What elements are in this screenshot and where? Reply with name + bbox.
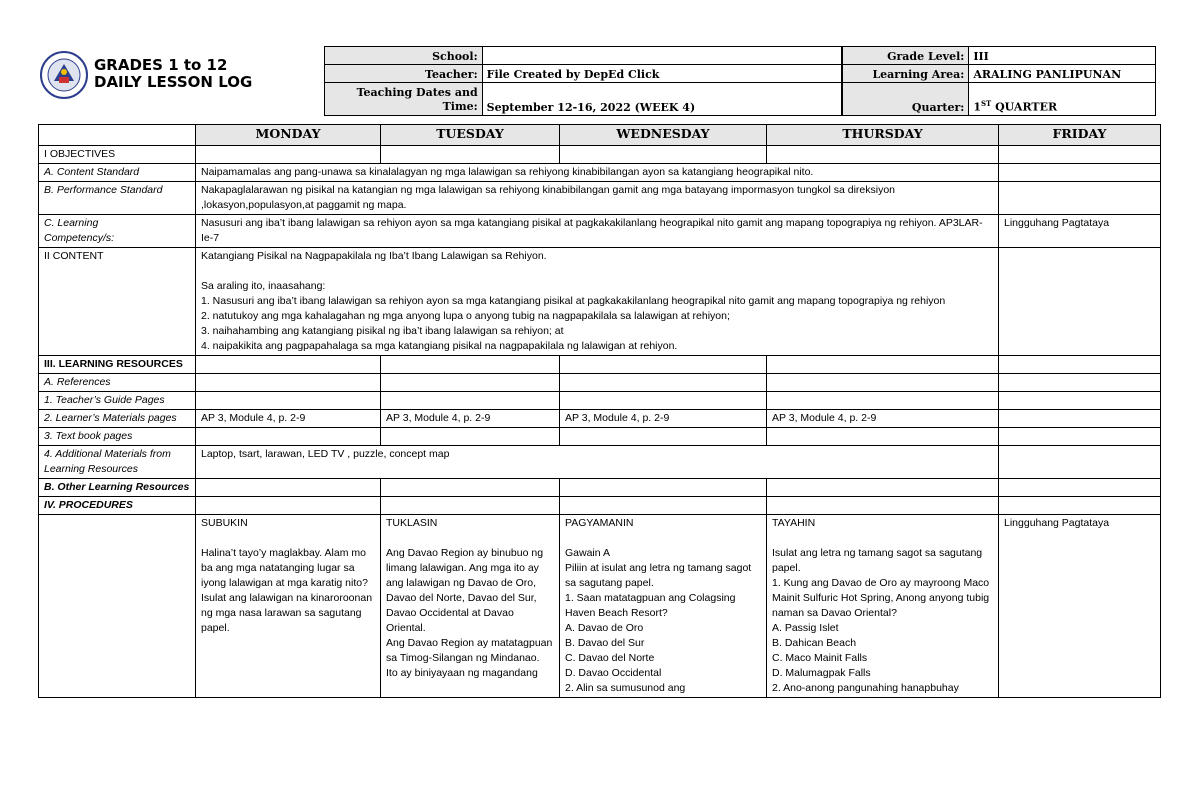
content-text: Katangiang Pisikal na Nagpapakilala ng Iba’t Ibang Lalawigan sa Rehiyon. Sa araling ito, inaasahang: 1. Nasusuri ang iba’t ibang lalawigan sa rehiyon ayon sa mga katangiang pisikal at pagkakakilanlang heograpikal nito gamit ang mapang topograpiya ng rehiyon 2. natutukoy ang mga kahalagahan ng mga anyong lupa o anyong tubig na nagpapakilala sa lalawigan at rehiyon; 3. naihahambing ang katangiang pisikal ng iba’t ibang lalawigan sa rehiyon; at 4. naipakikita ang pagpapahalaga sa mga katangiang pisikal na nagpapakilala ng lalawigan at rehiyon. xyxy=(196,248,999,356)
learners-thursday: AP 3, Module 4, p. 2-9 xyxy=(767,410,999,428)
day-friday: FRIDAY xyxy=(999,125,1161,146)
teacher-label: Teacher: xyxy=(325,65,483,83)
table-row xyxy=(39,515,1161,698)
learning-competency-label: C. Learning Competency/s: xyxy=(39,215,196,248)
teaching-dates-label: Teaching Dates and Time: xyxy=(325,83,483,116)
school-label: School: xyxy=(325,47,483,65)
table-row xyxy=(39,146,1161,164)
teaching-dates-value: September 12-16, 2022 (WEEK 4) xyxy=(482,83,841,116)
procedures-tuesday: TUKLASIN Ang Davao Region ay binubuo ng limang lalawigan. Ang mga ito ay ang lalawigan ng Davao de Oro, Davao del Norte, Davao del Sur, Davao Occidental at Davao Oriental. Ang Davao Region ay matatagpuan sa Timog-Silangan ng Mindanao. Ito ay biniyayaan ng magandang xyxy=(381,515,560,698)
table-row xyxy=(39,479,1161,497)
school-value xyxy=(482,47,841,65)
table-row xyxy=(39,428,1161,446)
grade-level-label: Grade Level: xyxy=(842,47,969,65)
teacher-value: File Created by DepEd Click xyxy=(482,65,841,83)
learners-materials-label: 2. Learner’s Materials pages xyxy=(39,410,196,428)
objectives-heading: I OBJECTIVES xyxy=(39,146,196,164)
resources-heading: III. LEARNING RESOURCES xyxy=(39,356,196,374)
quarter-label: Quarter: xyxy=(842,83,969,116)
title-block xyxy=(94,57,252,91)
learners-monday: AP 3, Module 4, p. 2-9 xyxy=(196,410,381,428)
learning-area-label: Learning Area: xyxy=(842,65,969,83)
table-row xyxy=(39,410,1161,428)
learners-wednesday: AP 3, Module 4, p. 2-9 xyxy=(560,410,767,428)
textbook-label: 3. Text book pages xyxy=(39,428,196,446)
table-row xyxy=(39,374,1161,392)
title-line-2: DAILY LESSON LOG xyxy=(94,73,253,91)
performance-standard-label: B. Performance Standard xyxy=(39,182,196,215)
procedures-wednesday: PAGYAMANIN Gawain A Piliin at isulat ang letra ng tamang sagot sa sagutang papel. 1. Saan matatagpuan ang Colagsing Haven Beach Resort? A. Davao de Oro B. Davao del Sur C. Davao del Norte D. Davao Occidental 2. Alin sa sumusunod ang xyxy=(560,515,767,698)
additional-materials-text: Laptop, tsart, larawan, LED TV , puzzle, concept map xyxy=(196,446,999,479)
content-heading: II CONTENT xyxy=(39,248,196,356)
day-thursday: THURSDAY xyxy=(767,125,999,146)
table-row xyxy=(39,164,1161,182)
deped-seal-icon xyxy=(40,46,88,104)
content-standard-text: Naipamamalas ang pang-unawa sa kinalalagyan ng mga lalawigan sa rehiyong kinabibilangan ayon sa katangiang heograpikal nito. xyxy=(196,164,999,182)
table-row xyxy=(39,497,1161,515)
teachers-guide-label: 1. Teacher’s Guide Pages xyxy=(39,392,196,410)
procedures-thursday: TAYAHIN Isulat ang letra ng tamang sagot sa sagutang papel. 1. Kung ang Davao de Oro ay mayroong Maco Mainit Sulfuric Hot Spring, Anong anyong tubig naman sa Davao Oriental? A. Passig Islet B. Dahican Beach C. Maco Mainit Falls D. Malumagpak Falls 2. Ano-anong pangunahing hanapbuhay xyxy=(767,515,999,698)
days-header-row xyxy=(39,125,1161,146)
table-row xyxy=(39,446,1161,479)
table-row xyxy=(39,248,1161,356)
additional-materials-label: 4. Additional Materials from Learning Resources xyxy=(39,446,196,479)
table-row xyxy=(39,182,1161,215)
table-row xyxy=(39,356,1161,374)
title-line-1: GRADES 1 to 12 xyxy=(94,56,228,74)
competency-friday: Lingguhang Pagtataya xyxy=(999,215,1161,248)
other-resources-label: B. Other Learning Resources xyxy=(39,479,196,497)
header-info-table xyxy=(324,46,1156,116)
procedures-heading: IV. PROCEDURES xyxy=(39,497,196,515)
grade-level-value: III xyxy=(969,47,1156,65)
table-row xyxy=(39,215,1161,248)
procedures-monday: SUBUKIN Halina’t tayo’y maglakbay. Alam mo ba ang mga natatanging lugar sa iyong lalawigan at mga karatig nito? Isulat ang lalawigan na kinaroroonan ng mga nasa larawan sa sagutang papel. xyxy=(196,515,381,698)
performance-standard-text: Nakapaglalarawan ng pisikal na katangian ng mga lalawigan sa rehiyong kinabibilangan gamit ang mga batayang impormasyon tungkol sa direksiyon ,lokasyon,populasyon,at paggamit ng mapa. xyxy=(196,182,999,215)
references-label: A. References xyxy=(39,374,196,392)
procedures-friday: Lingguhang Pagtataya xyxy=(999,515,1161,698)
lesson-log-table xyxy=(38,124,1161,698)
day-monday: MONDAY xyxy=(196,125,381,146)
day-tuesday: TUESDAY xyxy=(381,125,560,146)
learners-tuesday: AP 3, Module 4, p. 2-9 xyxy=(381,410,560,428)
quarter-value: 1ST QUARTER xyxy=(969,83,1156,116)
learning-area-value: ARALING PANLIPUNAN xyxy=(969,65,1156,83)
table-row xyxy=(39,392,1161,410)
content-standard-label: A. Content Standard xyxy=(39,164,196,182)
learning-competency-text: Nasusuri ang iba’t ibang lalawigan sa rehiyon ayon sa mga katangiang pisikal at pagkakakilanlang heograpikal nito gamit ang mapang topograpiya ng rehiyon. AP3LAR- Ie-7 xyxy=(196,215,999,248)
day-wednesday: WEDNESDAY xyxy=(560,125,767,146)
